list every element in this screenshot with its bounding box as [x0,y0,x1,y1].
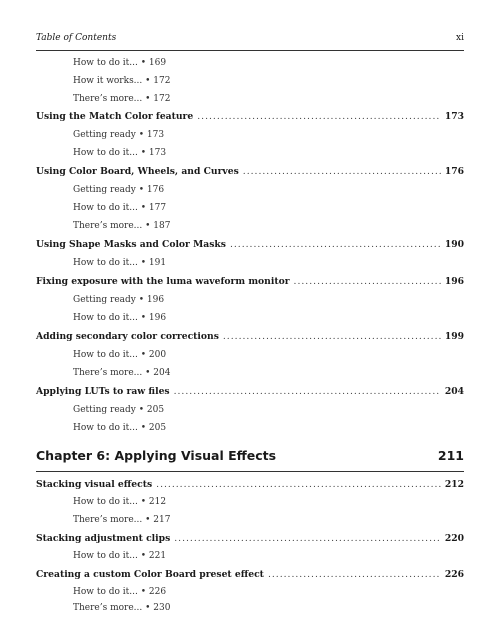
section-page: 212 [444,479,464,490]
toc-section-entry[interactable] [36,386,464,400]
chapter-rule [36,471,464,472]
toc-subentry[interactable]: How to do it... • 226 [73,587,167,597]
toc-subentry[interactable]: Getting ready • 196 [73,295,165,305]
toc-subentry[interactable]: How to do it... • 205 [73,423,167,433]
section-title: Using Color Board, Wheels, and Curves [36,166,239,177]
dot-leader [197,111,441,122]
dot-leader [294,276,441,287]
dot-leader [243,166,441,177]
toc-section-entry[interactable] [36,166,464,180]
dot-leader [223,331,441,342]
section-page: 190 [444,239,464,250]
running-header [36,33,464,47]
section-page: 199 [444,331,464,342]
toc-subentry[interactable]: How it works... • 172 [73,76,171,86]
toc-subentry[interactable]: There’s more... • 217 [73,515,171,525]
section-title: Stacking visual effects [36,479,153,490]
section-page: 173 [444,111,464,122]
header-rule [36,50,464,51]
toc-subentry[interactable]: How to do it... • 196 [73,313,167,323]
toc-section-entry[interactable] [36,331,464,345]
toc-subentry[interactable]: There’s more... • 187 [73,221,171,231]
section-title: Using the Match Color feature [36,111,194,122]
toc-subentry[interactable]: How to do it... • 177 [73,203,167,213]
dot-leader [174,533,441,544]
toc-subentry[interactable]: There’s more... • 204 [73,368,171,378]
section-title: Fixing exposure with the luma waveform monitor [36,276,290,287]
toc-subentry[interactable]: How to do it... • 173 [73,148,167,158]
dot-leader [156,479,441,490]
section-title: Stacking adjustment clips [36,533,171,544]
toc-subentry[interactable]: How to do it... • 200 [73,350,167,360]
section-title: Applying LUTs to raw files [36,386,170,397]
toc-subentry[interactable]: Getting ready • 173 [73,130,165,140]
chapter-page: 211 [437,448,464,463]
toc-section-entry[interactable] [36,111,464,125]
toc-subentry[interactable]: There’s more... • 172 [73,94,171,104]
dot-leader [230,239,441,250]
page-number: xi [456,33,464,43]
section-title: Using Shape Masks and Color Masks [36,239,226,250]
toc-section-entry[interactable] [36,239,464,253]
chapter-title: Chapter 6: Applying Visual Effects [36,448,277,463]
toc-subentry[interactable]: How to do it... • 169 [73,58,167,68]
section-page: 204 [444,386,464,397]
section-page: 220 [444,533,464,544]
section-page: 196 [444,276,464,287]
toc-section-entry[interactable] [36,479,464,493]
dot-leader [174,386,441,397]
toc-subentry[interactable]: Getting ready • 205 [73,405,165,415]
toc-subentry[interactable]: Getting ready • 176 [73,185,165,195]
toc-section-entry[interactable] [36,533,464,547]
toc-section-entry[interactable] [36,276,464,290]
section-title: Adding secondary color corrections [36,331,219,342]
toc-section-entry[interactable] [36,569,464,583]
toc-subentry[interactable]: How to do it... • 212 [73,497,167,507]
running-header-title: Table of Contents [36,33,117,43]
toc-subentry[interactable]: How to do it... • 221 [73,551,167,561]
section-title: Creating a custom Color Board preset effect [36,569,264,580]
toc-chapter-entry[interactable] [36,448,464,466]
dot-leader [268,569,441,580]
section-page: 226 [444,569,464,580]
section-page: 176 [444,166,464,177]
toc-subentry[interactable]: How to do it... • 191 [73,258,167,268]
toc-subentry[interactable]: There’s more... • 230 [73,603,171,613]
